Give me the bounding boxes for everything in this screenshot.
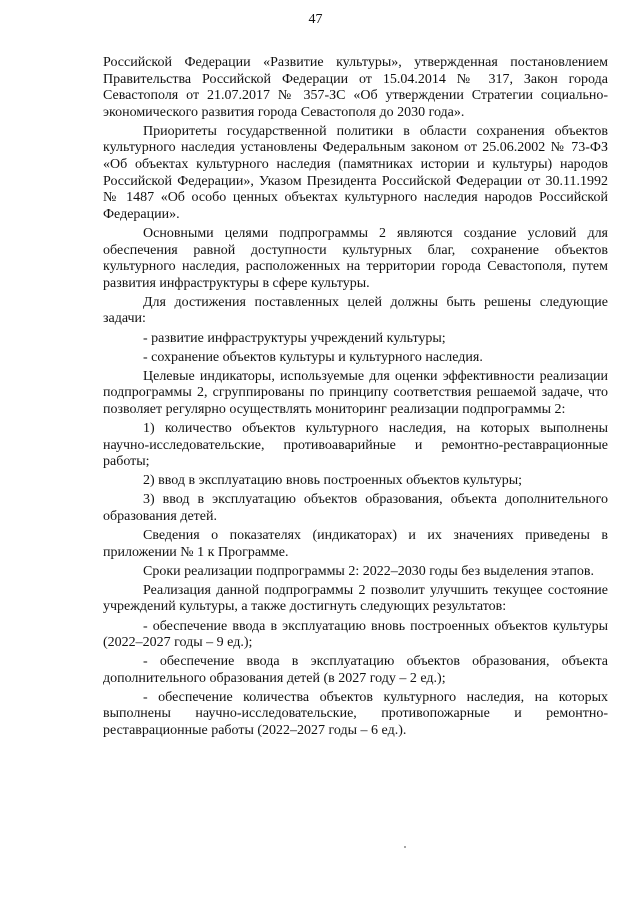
list-item-task-2: - сохранение объектов культуры и культурного наследия. — [143, 349, 483, 365]
list-item-result-3: - обеспечение количества объектов культурного наследия, на которых выполнены научно-исследовательские, противопожарные и ремонтно-реставрационные работы (2022–2027 годы – 6 ед.). — [103, 689, 608, 739]
paragraph-indicators-intro: Целевые индикаторы, используемые для оценки эффективности реализации подпрограммы 2, сгруппированы по принципу соответствия решаемой задаче, что позволяет регулярно осуществлять мониторинг реализации подпрограммы 2: — [103, 368, 608, 417]
list-item-indicator-2: 2) ввод в эксплуатацию вновь построенных объектов культуры; — [143, 473, 523, 489]
document-body — [103, 55, 608, 742]
paragraph-priorities: Приоритеты государственной политики в области сохранения объектов культурного наследия установлены Федеральным законом от 25.06.2002 № 73-ФЗ «Об объектах культурного наследия (памятниках истории и культуры) народов Российской Федерации», Указом Президента Российской Федерации от 30.11.1992 № 1487 «Об особо ценных объектах культурного наследия народов Российской Федерации». — [103, 123, 608, 222]
list-item-result-2: - обеспечение ввода в эксплуатацию объектов образования, объекта дополнительного образования детей (в 2027 году – 2 ед.); — [103, 654, 608, 686]
list-item-task-1: - развитие инфраструктуры учреждений культуры; — [143, 330, 446, 346]
paragraph-tasks-intro: Для достижения поставленных целей должны быть решены следующие задачи: — [103, 294, 608, 327]
paragraph-results-intro: Реализация данной подпрограммы 2 позволит улучшить текущее состояние учреждений культуры, а также достигнуть следующих результатов: — [103, 582, 608, 615]
list-item-result-1: - обеспечение ввода в эксплуатацию вновь построенных объектов культуры (2022–2027 годы – 9 ед.); — [103, 618, 608, 651]
paragraph-timeline: Сроки реализации подпрограммы 2: 2022–2030 годы без выделения этапов. — [143, 563, 595, 579]
list-item-indicator-1: 1) количество объектов культурного наследия, на которых выполнены научно-исследовательские, противоаварийные и ремонтно-реставрационные работы; — [103, 420, 608, 470]
paragraph-continuation: Российской Федерации «Развитие культуры», утвержденная постановлением Правительства Российской Федерации от 15.04.2014 № 317, Закон города Севастополя от 21.07.2017 № 357-ЗС «Об утверждении Стратегии социально-экономического развития города Севастополя до 2030 года». — [103, 55, 608, 120]
paragraph-goals: Основными целями подпрограммы 2 являются создание условий для обеспечения равной доступности культурных благ, сохранение объектов культурного наследия, расположенных на территории города Севастополя, путем развития инфраструктуры в сфере культуры. — [103, 225, 608, 291]
paragraph-appendix-reference: Сведения о показателях (индикаторах) и их значениях приведены в приложении № 1 к Программе. — [103, 528, 608, 560]
list-item-indicator-3: 3) ввод в эксплуатацию объектов образования, объекта дополнительного образования детей. — [103, 492, 608, 524]
scan-speck — [404, 846, 406, 848]
page-number: 47 — [308, 12, 323, 27]
